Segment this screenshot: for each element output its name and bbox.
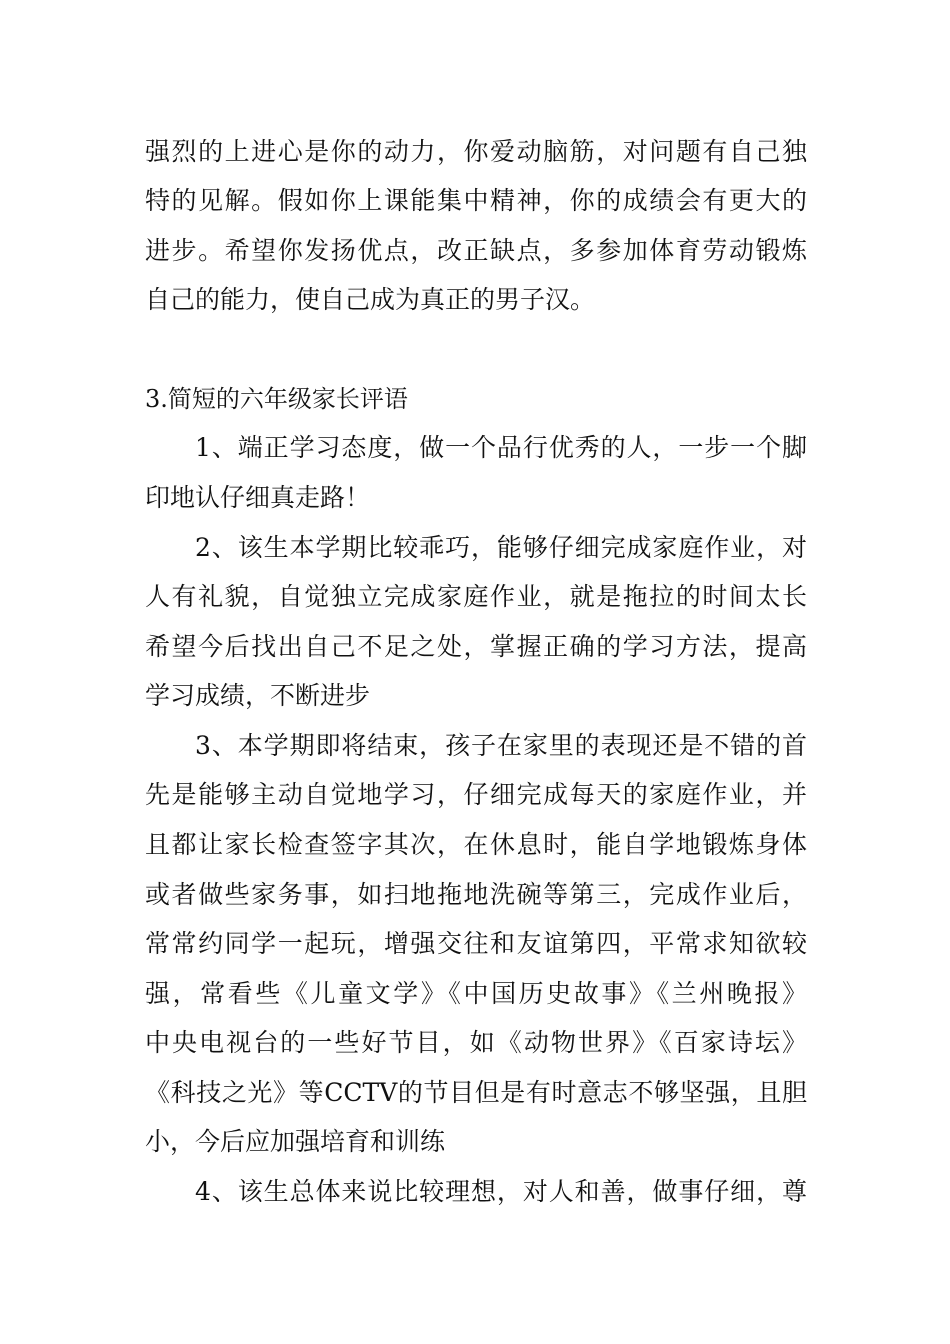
text-line: 进步。希望你发扬优点，改正缺点，多参加体育劳动锻炼 bbox=[145, 236, 807, 265]
text-line: 希望今后找出自己不足之处，掌握正确的学习方法，提高 bbox=[145, 632, 807, 661]
section-heading: 3.简短的六年级家长评语 bbox=[145, 385, 408, 413]
text-line: 强，常看些《儿童文学》《中国历史故事》《兰州晚报》 bbox=[145, 979, 807, 1008]
text-line: 且都让家长检查签字其次，在休息时，能自学地锻炼身体 bbox=[145, 830, 807, 859]
text-line: 人有礼貌，自觉独立完成家庭作业，就是拖拉的时间太长 bbox=[145, 582, 807, 611]
text-line: 先是能够主动自觉地学习，仔细完成每天的家庭作业，并 bbox=[145, 780, 807, 809]
text-line: 1、端正学习态度，做一个品行优秀的人，一步一个脚 bbox=[195, 433, 807, 462]
text-line: 或者做些家务事，如扫地拖地洗碗等第三，完成作业后， bbox=[145, 880, 807, 909]
text-line: 学习成绩，不断进步 bbox=[145, 681, 371, 710]
text-line: 常常约同学一起玩，增强交往和友谊第四，平常求知欲较 bbox=[145, 929, 807, 958]
text-line: 小，今后应加强培育和训练 bbox=[145, 1127, 446, 1156]
text-line: 强烈的上进心是你的动力，你爱动脑筋，对问题有自己独 bbox=[145, 137, 807, 166]
text-line: 自己的能力，使自己成为真正的男子汉。 bbox=[145, 285, 596, 314]
text-line: 中央电视台的一些好节目，如《动物世界》《百家诗坛》 bbox=[145, 1028, 807, 1057]
text-line: 特的见解。假如你上课能集中精神，你的成绩会有更大的 bbox=[145, 186, 807, 215]
text-line: 4、该生总体来说比较理想，对人和善，做事仔细，尊 bbox=[195, 1177, 807, 1206]
text-line: 印地认仔细真走路！ bbox=[145, 483, 371, 512]
text-line: 2、该生本学期比较乖巧，能够仔细完成家庭作业，对 bbox=[195, 533, 807, 562]
text-line: 《科技之光》等CCTV的节目但是有时意志不够坚强，且胆 bbox=[145, 1078, 807, 1107]
text-line: 3、本学期即将结束，孩子在家里的表现还是不错的首 bbox=[195, 731, 807, 760]
